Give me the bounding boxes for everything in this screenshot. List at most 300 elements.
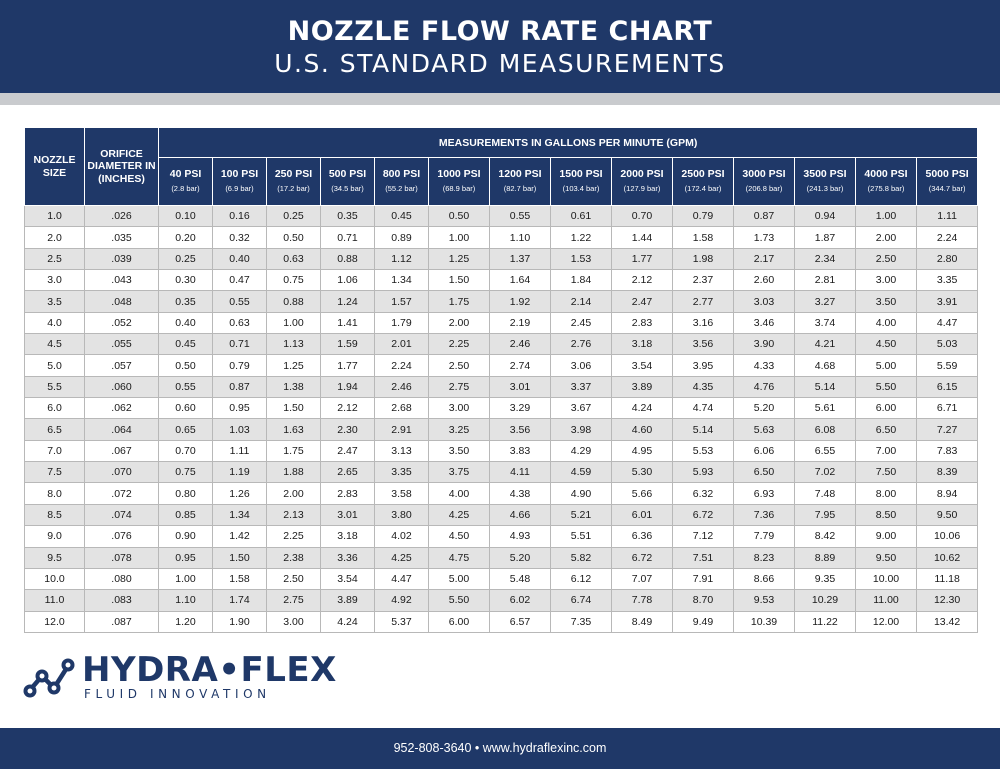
gpm-cell: 1.92	[490, 291, 551, 312]
psi-label: 250 PSI	[274, 168, 313, 180]
gpm-cell: 4.02	[375, 526, 429, 547]
gpm-cell: 0.71	[213, 334, 267, 355]
gpm-cell: 2.01	[375, 334, 429, 355]
table-row	[25, 376, 978, 397]
psi-label: 2500 PSI	[681, 168, 725, 180]
gpm-cell: 2.38	[267, 547, 321, 568]
gpm-cell: 0.35	[321, 206, 375, 227]
gpm-cell: 7.95	[795, 504, 856, 525]
gpm-cell: 4.68	[795, 355, 856, 376]
nozzle-size-cell: 4.5	[25, 334, 85, 355]
nozzle-size-cell: 9.5	[25, 547, 85, 568]
gpm-cell: 2.80	[917, 248, 978, 269]
gpm-cell: 3.98	[551, 419, 612, 440]
gpm-cell: 3.27	[795, 291, 856, 312]
gpm-cell: 6.32	[673, 483, 734, 504]
pressure-header	[159, 158, 213, 206]
psi-label: 1000 PSI	[437, 168, 481, 180]
brand-name: HYDRA•FLEX	[82, 650, 337, 690]
gpm-cell: 8.50	[856, 504, 917, 525]
gpm-cell: 3.75	[429, 462, 490, 483]
bar-label: (127.9 bar)	[623, 184, 661, 193]
gpm-cell: 2.47	[321, 440, 375, 461]
gpm-cell: 2.83	[612, 312, 673, 333]
nozzle-size-cell: 5.0	[25, 355, 85, 376]
table-row	[25, 291, 978, 312]
gpm-cell: 0.63	[267, 248, 321, 269]
gpm-cell: 4.95	[612, 440, 673, 461]
gpm-cell: 10.62	[917, 547, 978, 568]
gpm-cell: 2.30	[321, 419, 375, 440]
bar-label: (68.9 bar)	[442, 184, 476, 193]
table-row	[25, 547, 978, 568]
gpm-cell: 0.45	[159, 334, 213, 355]
gpm-cell: 11.00	[856, 590, 917, 611]
gpm-cell: 1.25	[429, 248, 490, 269]
gpm-cell: 1.25	[267, 355, 321, 376]
orifice-diameter-cell: .080	[85, 568, 159, 589]
gpm-cell: 11.22	[795, 611, 856, 632]
gpm-cell: 3.00	[856, 270, 917, 291]
bar-label: (6.9 bar)	[225, 184, 254, 193]
pressure-header	[490, 158, 551, 206]
gpm-cell: 3.18	[612, 334, 673, 355]
gpm-cell: 2.00	[856, 227, 917, 248]
gpm-cell: 11.18	[917, 568, 978, 589]
gpm-cell: 0.40	[159, 312, 213, 333]
nozzle-size-cell: 2.5	[25, 248, 85, 269]
gpm-cell: 5.82	[551, 547, 612, 568]
gpm-cell: 1.00	[267, 312, 321, 333]
gpm-cell: 6.00	[856, 398, 917, 419]
table-row	[25, 398, 978, 419]
gpm-cell: 7.50	[856, 462, 917, 483]
gpm-cell: 9.53	[734, 590, 795, 611]
psi-label: 2000 PSI	[620, 168, 664, 180]
nozzle-size-cell: 5.5	[25, 376, 85, 397]
pressure-header	[795, 158, 856, 206]
gpm-cell: 4.00	[856, 312, 917, 333]
gpm-cell: 0.47	[213, 270, 267, 291]
gpm-cell: 1.41	[321, 312, 375, 333]
orifice-diameter-cell: .083	[85, 590, 159, 611]
gpm-cell: 2.45	[551, 312, 612, 333]
psi-label: 3000 PSI	[742, 168, 786, 180]
gpm-cell: 6.06	[734, 440, 795, 461]
gpm-cell: 0.71	[321, 227, 375, 248]
gpm-cell: 3.89	[321, 590, 375, 611]
gpm-cell: 9.35	[795, 568, 856, 589]
gpm-cell: 3.46	[734, 312, 795, 333]
orifice-diameter-cell: .060	[85, 376, 159, 397]
gpm-cell: 3.25	[429, 419, 490, 440]
gpm-cell: 3.95	[673, 355, 734, 376]
gpm-cell: 5.14	[795, 376, 856, 397]
gpm-cell: 6.08	[795, 419, 856, 440]
gpm-cell: 4.24	[321, 611, 375, 632]
gpm-cell: 6.71	[917, 398, 978, 419]
gpm-cell: 2.12	[612, 270, 673, 291]
gpm-cell: 4.59	[551, 462, 612, 483]
gpm-cell: 1.12	[375, 248, 429, 269]
gpm-cell: 3.03	[734, 291, 795, 312]
gpm-cell: 6.50	[856, 419, 917, 440]
header-band	[0, 0, 1000, 93]
gpm-cell: 6.55	[795, 440, 856, 461]
page-title: NOZZLE FLOW RATE CHART	[287, 16, 713, 47]
bar-label: (344.7 bar)	[928, 184, 966, 193]
gpm-cell: 3.54	[321, 568, 375, 589]
gpm-cell: 0.85	[159, 504, 213, 525]
gpm-cell: 7.36	[734, 504, 795, 525]
gpm-cell: 7.79	[734, 526, 795, 547]
gpm-cell: 0.75	[159, 462, 213, 483]
nozzle-size-cell: 12.0	[25, 611, 85, 632]
gpm-cell: 1.37	[490, 248, 551, 269]
table-row	[25, 526, 978, 547]
gpm-cell: 2.37	[673, 270, 734, 291]
gpm-cell: 2.25	[267, 526, 321, 547]
gpm-cell: 2.50	[429, 355, 490, 376]
gpm-cell: 12.30	[917, 590, 978, 611]
brand-tagline: FLUID INNOVATION	[84, 687, 271, 701]
gpm-cell: 10.00	[856, 568, 917, 589]
gpm-cell: 5.59	[917, 355, 978, 376]
gpm-cell: 1.24	[321, 291, 375, 312]
gpm-cell: 6.57	[490, 611, 551, 632]
gpm-cell: 0.87	[734, 206, 795, 227]
gpm-cell: 0.75	[267, 270, 321, 291]
gpm-cell: 4.50	[429, 526, 490, 547]
gpm-cell: 1.10	[159, 590, 213, 611]
gpm-cell: 4.21	[795, 334, 856, 355]
gpm-cell: 1.11	[917, 206, 978, 227]
gpm-cell: 0.40	[213, 248, 267, 269]
gpm-cell: 2.91	[375, 419, 429, 440]
gpm-cell: 1.00	[159, 568, 213, 589]
nozzle-size-cell: 2.0	[25, 227, 85, 248]
gpm-cell: 2.76	[551, 334, 612, 355]
gpm-cell: 5.00	[429, 568, 490, 589]
gpm-cell: 1.88	[267, 462, 321, 483]
orifice-diameter-cell: .055	[85, 334, 159, 355]
table-row	[25, 483, 978, 504]
gpm-cell: 13.42	[917, 611, 978, 632]
orifice-diameter-cell: .064	[85, 419, 159, 440]
gpm-cell: 5.20	[490, 547, 551, 568]
gpm-cell: 7.12	[673, 526, 734, 547]
gpm-cell: 1.34	[375, 270, 429, 291]
gpm-cell: 2.17	[734, 248, 795, 269]
gpm-cell: 4.50	[856, 334, 917, 355]
gpm-cell: 8.39	[917, 462, 978, 483]
gpm-cell: 3.36	[321, 547, 375, 568]
gpm-cell: 1.98	[673, 248, 734, 269]
gpm-cell: 7.91	[673, 568, 734, 589]
gpm-cell: 3.50	[429, 440, 490, 461]
gpm-cell: 5.03	[917, 334, 978, 355]
table-row	[25, 611, 978, 632]
gpm-cell: 4.75	[429, 547, 490, 568]
nozzle-size-cell: 6.0	[25, 398, 85, 419]
gpm-cell: 5.61	[795, 398, 856, 419]
gpm-cell: 8.70	[673, 590, 734, 611]
nozzle-size-cell: 8.5	[25, 504, 85, 525]
gpm-cell: 1.77	[321, 355, 375, 376]
psi-label: 800 PSI	[382, 168, 421, 180]
molecule-chain-icon	[22, 654, 78, 700]
pressure-header	[612, 158, 673, 206]
table-row	[25, 590, 978, 611]
gpm-cell: 2.24	[917, 227, 978, 248]
gpm-cell: 0.95	[213, 398, 267, 419]
bar-label: (172.4 bar)	[684, 184, 722, 193]
gpm-cell: 7.07	[612, 568, 673, 589]
gpm-cell: 6.93	[734, 483, 795, 504]
gpm-cell: 0.70	[612, 206, 673, 227]
gpm-cell: 0.65	[159, 419, 213, 440]
gpm-cell: 0.89	[375, 227, 429, 248]
gpm-cell: 1.53	[551, 248, 612, 269]
table-row	[25, 355, 978, 376]
gpm-cell: 0.88	[267, 291, 321, 312]
gpm-cell: 4.93	[490, 526, 551, 547]
pressure-header	[734, 158, 795, 206]
gpm-cell: 2.46	[375, 376, 429, 397]
gpm-cell: 5.00	[856, 355, 917, 376]
gpm-cell: 0.55	[213, 291, 267, 312]
bar-label: (241.3 bar)	[806, 184, 844, 193]
gpm-cell: 8.00	[856, 483, 917, 504]
nozzle-size-cell: 10.0	[25, 568, 85, 589]
gpm-cell: 2.47	[612, 291, 673, 312]
gpm-cell: 3.01	[490, 376, 551, 397]
nozzle-size-cell: 4.0	[25, 312, 85, 333]
gpm-cell: 6.36	[612, 526, 673, 547]
gpm-cell: 0.80	[159, 483, 213, 504]
orifice-diameter-cell: .026	[85, 206, 159, 227]
gpm-cell: 5.66	[612, 483, 673, 504]
gpm-cell: 8.89	[795, 547, 856, 568]
gpm-cell: 1.34	[213, 504, 267, 525]
gpm-cell: 4.90	[551, 483, 612, 504]
gpm-cell: 0.50	[429, 206, 490, 227]
gpm-cell: 2.00	[429, 312, 490, 333]
nozzle-size-cell: 7.5	[25, 462, 85, 483]
nozzle-size-cell: 3.0	[25, 270, 85, 291]
orifice-diameter-cell: .039	[85, 248, 159, 269]
gpm-cell: 8.66	[734, 568, 795, 589]
gpm-cell: 1.50	[429, 270, 490, 291]
gpm-cell: 4.66	[490, 504, 551, 525]
table-row	[25, 206, 978, 227]
gpm-cell: 1.58	[673, 227, 734, 248]
gpm-cell: 1.19	[213, 462, 267, 483]
gpm-cell: 12.00	[856, 611, 917, 632]
gpm-cell: 2.75	[429, 376, 490, 397]
gpm-cell: 2.50	[267, 568, 321, 589]
nozzle-size-header: NOZZLE SIZE	[25, 128, 85, 206]
gpm-cell: 3.54	[612, 355, 673, 376]
gpm-cell: 10.29	[795, 590, 856, 611]
gpm-cell: 1.50	[267, 398, 321, 419]
gpm-cell: 3.67	[551, 398, 612, 419]
bar-label: (275.8 bar)	[867, 184, 905, 193]
orifice-diameter-cell: .087	[85, 611, 159, 632]
gpm-cell: 2.83	[321, 483, 375, 504]
gpm-cell: 5.37	[375, 611, 429, 632]
gpm-cell: 2.68	[375, 398, 429, 419]
psi-label: 500 PSI	[328, 168, 367, 180]
table-row	[25, 440, 978, 461]
gpm-cell: 7.27	[917, 419, 978, 440]
gpm-cell: 4.11	[490, 462, 551, 483]
gpm-cell: 1.77	[612, 248, 673, 269]
gpm-cell: 1.20	[159, 611, 213, 632]
gpm-cell: 0.94	[795, 206, 856, 227]
gpm-cell: 7.51	[673, 547, 734, 568]
table-row	[25, 248, 978, 269]
gpm-cell: 2.65	[321, 462, 375, 483]
gpm-cell: 1.50	[213, 547, 267, 568]
orifice-diameter-cell: .076	[85, 526, 159, 547]
gpm-cell: 5.63	[734, 419, 795, 440]
psi-label: 4000 PSI	[864, 168, 908, 180]
nozzle-size-cell: 7.0	[25, 440, 85, 461]
gpm-cell: 9.50	[917, 504, 978, 525]
gpm-cell: 0.61	[551, 206, 612, 227]
header-divider	[0, 93, 1000, 105]
psi-label: 1500 PSI	[559, 168, 603, 180]
footer-band	[0, 728, 1000, 769]
gpm-cell: 4.47	[917, 312, 978, 333]
gpm-cell: 1.75	[267, 440, 321, 461]
gpm-cell: 1.42	[213, 526, 267, 547]
orifice-diameter-header: ORIFICE DIAMETER IN (INCHES)	[85, 128, 159, 206]
gpm-cell: 4.74	[673, 398, 734, 419]
gpm-cell: 2.75	[267, 590, 321, 611]
gpm-cell: 1.58	[213, 568, 267, 589]
gpm-cell: 0.32	[213, 227, 267, 248]
gpm-cell: 3.00	[429, 398, 490, 419]
table-row	[25, 227, 978, 248]
gpm-cell: 5.21	[551, 504, 612, 525]
gpm-cell: 2.50	[856, 248, 917, 269]
gpm-cell: 0.50	[159, 355, 213, 376]
gpm-cell: 1.10	[490, 227, 551, 248]
gpm-cell: 0.55	[490, 206, 551, 227]
table-row	[25, 419, 978, 440]
gpm-cell: 2.13	[267, 504, 321, 525]
orifice-diameter-cell: .057	[85, 355, 159, 376]
gpm-cell: 0.25	[159, 248, 213, 269]
pressure-header	[429, 158, 490, 206]
gpm-cell: 0.35	[159, 291, 213, 312]
table-row	[25, 312, 978, 333]
orifice-diameter-cell: .043	[85, 270, 159, 291]
gpm-cell: 7.83	[917, 440, 978, 461]
gpm-cell: 5.48	[490, 568, 551, 589]
gpm-cell: 3.89	[612, 376, 673, 397]
gpm-cell: 2.34	[795, 248, 856, 269]
gpm-cell: 1.63	[267, 419, 321, 440]
gpm-cell: 4.47	[375, 568, 429, 589]
gpm-cell: 8.42	[795, 526, 856, 547]
gpm-cell: 5.30	[612, 462, 673, 483]
gpm-cell: 3.83	[490, 440, 551, 461]
gpm-cell: 1.13	[267, 334, 321, 355]
psi-label: 3500 PSI	[803, 168, 847, 180]
gpm-cell: 4.33	[734, 355, 795, 376]
orifice-diameter-cell: .048	[85, 291, 159, 312]
gpm-cell: 6.12	[551, 568, 612, 589]
nozzle-size-cell: 6.5	[25, 419, 85, 440]
table-row	[25, 334, 978, 355]
gpm-cell: 1.11	[213, 440, 267, 461]
gpm-cell: 7.00	[856, 440, 917, 461]
gpm-cell: 10.06	[917, 526, 978, 547]
gpm-cell: 2.24	[375, 355, 429, 376]
gpm-cell: 7.35	[551, 611, 612, 632]
gpm-cell: 6.74	[551, 590, 612, 611]
orifice-diameter-cell: .074	[85, 504, 159, 525]
gpm-cell: 9.49	[673, 611, 734, 632]
gpm-cell: 1.57	[375, 291, 429, 312]
gpm-cell: 0.70	[159, 440, 213, 461]
gpm-cell: 3.74	[795, 312, 856, 333]
gpm-cell: 5.50	[856, 376, 917, 397]
gpm-cell: 1.59	[321, 334, 375, 355]
orifice-diameter-cell: .035	[85, 227, 159, 248]
gpm-cell: 3.56	[490, 419, 551, 440]
gpm-cell: 4.00	[429, 483, 490, 504]
gpm-cell: 0.90	[159, 526, 213, 547]
gpm-cell: 1.84	[551, 270, 612, 291]
nozzle-size-cell: 11.0	[25, 590, 85, 611]
gpm-cell: 0.25	[267, 206, 321, 227]
gpm-cell: 6.00	[429, 611, 490, 632]
gpm-cell: 10.39	[734, 611, 795, 632]
gpm-cell: 0.20	[159, 227, 213, 248]
hydra-flex-logo	[22, 650, 337, 702]
gpm-cell: 2.14	[551, 291, 612, 312]
pressure-header	[213, 158, 267, 206]
gpm-cell: 7.48	[795, 483, 856, 504]
gpm-cell: 3.90	[734, 334, 795, 355]
gpm-cell: 8.23	[734, 547, 795, 568]
page-subtitle: U.S. STANDARD MEASUREMENTS	[274, 49, 726, 78]
gpm-cell: 0.50	[267, 227, 321, 248]
gpm-cell: 4.38	[490, 483, 551, 504]
gpm-cell: 3.35	[917, 270, 978, 291]
gpm-cell: 4.92	[375, 590, 429, 611]
gpm-cell: 2.60	[734, 270, 795, 291]
bar-label: (206.8 bar)	[745, 184, 783, 193]
bar-label: (103.4 bar)	[562, 184, 600, 193]
gpm-cell: 1.03	[213, 419, 267, 440]
gpm-cell: 1.64	[490, 270, 551, 291]
gpm-cell: 6.50	[734, 462, 795, 483]
psi-label: 40 PSI	[169, 168, 202, 180]
gpm-cell: 2.46	[490, 334, 551, 355]
gpm-cell: 2.81	[795, 270, 856, 291]
table-body	[25, 206, 978, 633]
gpm-cell: 0.63	[213, 312, 267, 333]
nozzle-size-cell: 9.0	[25, 526, 85, 547]
gpm-cell: 1.74	[213, 590, 267, 611]
gpm-cell: 6.72	[673, 504, 734, 525]
pressure-header	[321, 158, 375, 206]
